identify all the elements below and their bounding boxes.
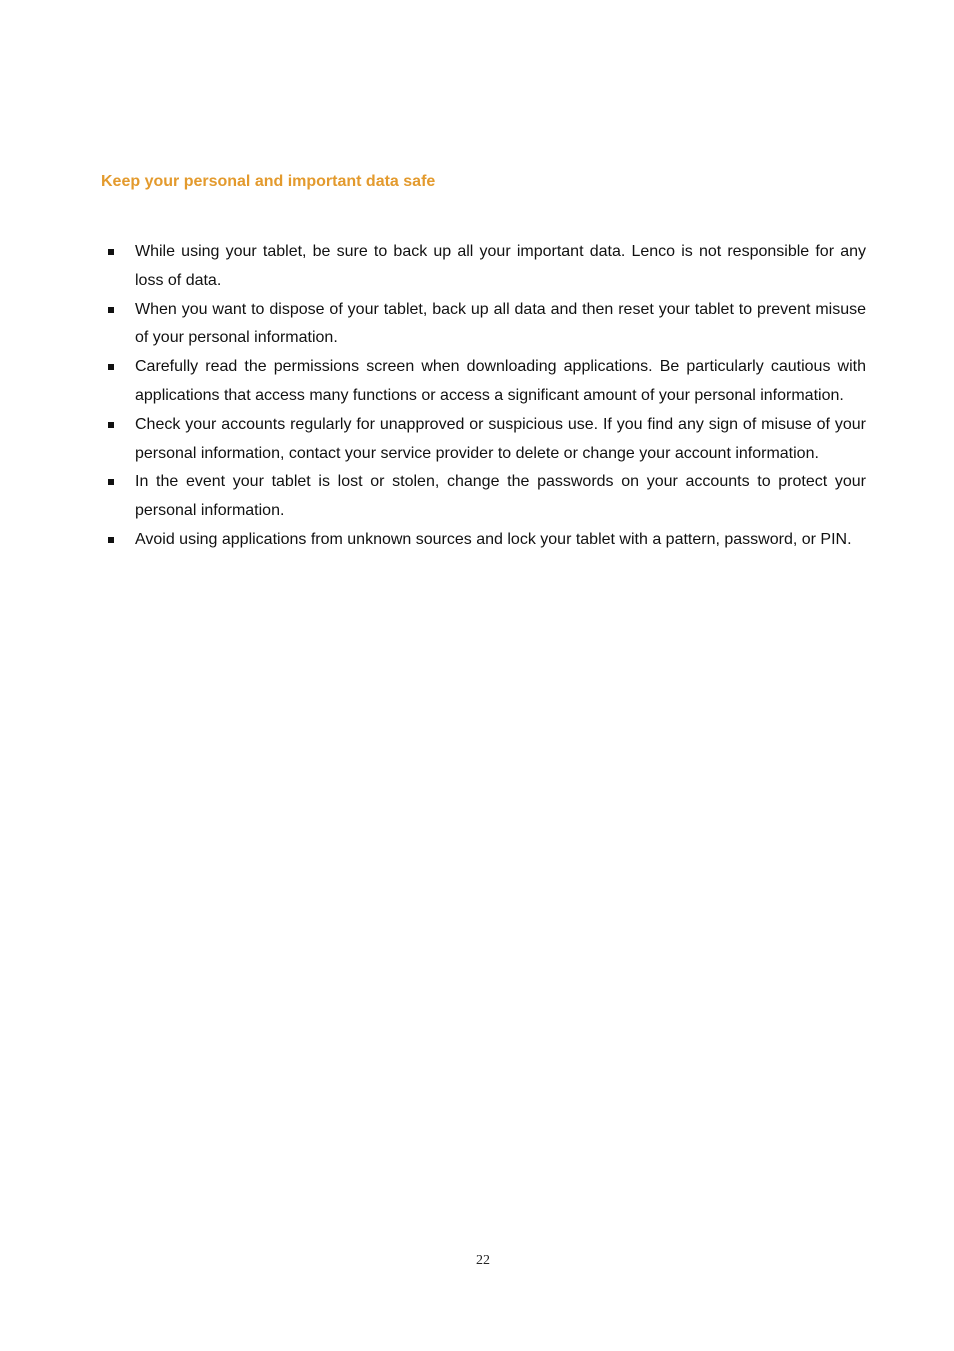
bullet-item-permissions [101,353,866,411]
square-bullet-icon [108,422,114,428]
bullet-text: Check your accounts regularly for unapproved or suspicious use. If you find any sign of misuse of your personal information, contact your service provider to delete or change your account information. [135,415,866,462]
bullet-text: Avoid using applications from unknown sources and lock your tablet with a pattern, password, or PIN. [135,530,852,548]
bullet-item-unknown-sources [101,526,866,555]
square-bullet-icon [108,537,114,543]
bullet-text: In the event your tablet is lost or stolen, change the passwords on your accounts to protect your personal information. [135,473,866,520]
bullet-item-backup [101,238,866,296]
section-heading: Keep your personal and important data safe [101,173,436,190]
safety-bullet-list [101,238,866,555]
bullet-text: When you want to dispose of your tablet, back up all data and then reset your tablet to prevent misuse of your personal information. [135,300,866,347]
square-bullet-icon [108,364,114,370]
page-number: 22 [476,1253,490,1268]
bullet-item-dispose [101,296,866,354]
square-bullet-icon [108,479,114,485]
square-bullet-icon [108,307,114,313]
bullet-text: Carefully read the permissions screen when downloading applications. Be particularly cautious with applications that access many functions or access a significant amount of your personal information. [135,358,866,404]
bullet-text: While using your tablet, be sure to back up all your important data. Lenco is not responsible for any loss of data. [135,243,866,289]
bullet-item-accounts [101,411,866,469]
bullet-item-lost-stolen [101,468,866,526]
square-bullet-icon [108,249,114,255]
